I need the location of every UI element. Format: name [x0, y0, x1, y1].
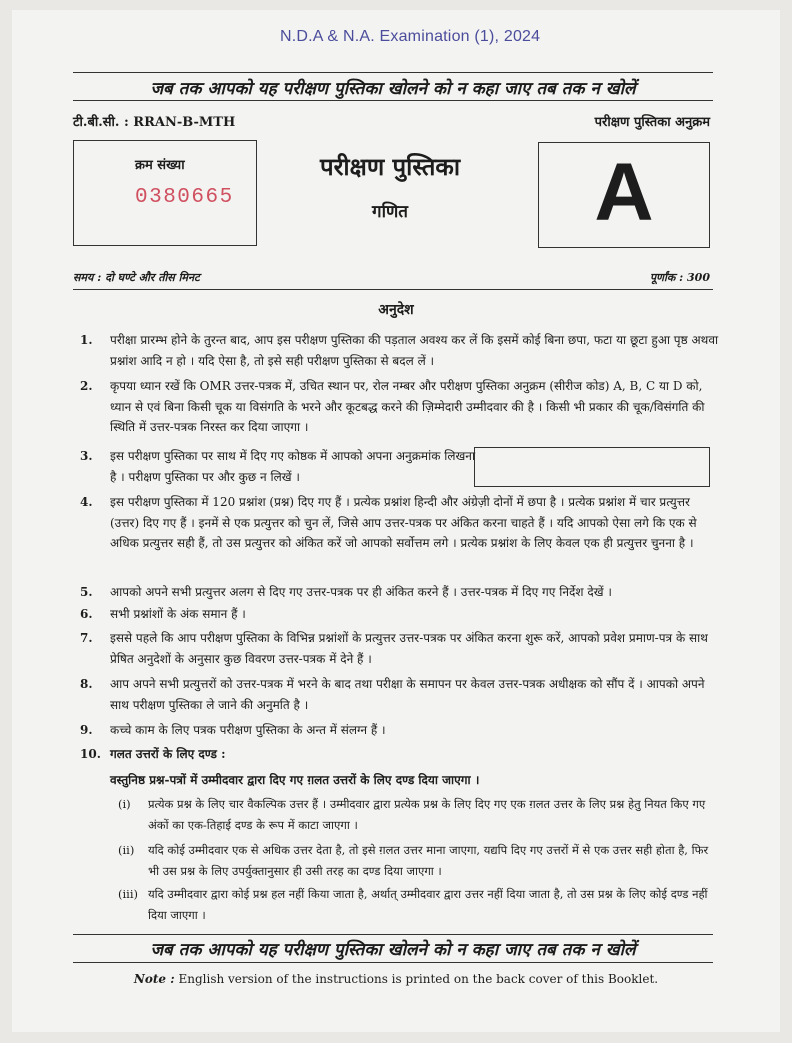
penalty-item [118, 840, 718, 882]
instruction-item [80, 744, 720, 765]
instruction-number: 1. [80, 333, 93, 347]
instruction-text: कच्चे काम के लिए पत्रक परीक्षण पुस्तिका के अन्त में संलग्न हैं । [110, 723, 386, 737]
instruction-number: 7. [80, 631, 93, 645]
series-label: परीक्षण पुस्तिका अनुक्रम [594, 115, 710, 130]
booklet-title: परीक्षण पुस्तिका [319, 152, 461, 181]
serial-label: क्रम संख्या [135, 158, 185, 173]
exam-stamp: N.D.A & N.A. Examination (1), 2024 [280, 28, 541, 45]
divider-rule [73, 289, 713, 290]
divider-rule [73, 72, 713, 73]
note-text: English version of the instructions is printed on the back cover of this Booklet. [178, 972, 659, 986]
exam-duration: समय : दो घण्टे और तीस मिनट [73, 271, 200, 284]
penalty-item [118, 794, 718, 836]
instruction-number: 3. [80, 449, 93, 463]
instruction-text: आप अपने सभी प्रत्युत्तरों को उत्तर-पत्रक में भरने के बाद तथा परीक्षा के समापन पर केवल उत्तर-पत्रक अधीक्षक को सौंप दें । आपको अपने साथ परीक्षण पुस्तिका ले जाने की अनुमति है । [110, 677, 705, 712]
roll-number-box[interactable] [474, 447, 710, 487]
instruction-text: कृपया ध्यान रखें कि OMR उत्तर-पत्रक में, उचित स्थान पर, रोल नम्बर और परीक्षण पुस्तिका अनुक्रम (सीरीज कोड) A, B, C या D को, ध्यान से एवं बिना किसी चूक या विसंगति के भरने और कूटबद्ध करने की ज़िम्मेदारी उम्मीदवार की है । किसी भी प्रकार की चूक/विसंगति की स्थिति में उत्तर-पत्रक निरस्त कर दिया जाएगा । [110, 379, 705, 434]
instruction-text: इस परीक्षण पुस्तिका पर साथ में दिए गए कोष्ठक में आपको अपना अनुक्रमांक लिखना है । परीक्षण पुस्तिका पर और कुछ न लिखें । [110, 449, 476, 484]
instruction-text: गलत उत्तरों के लिए दण्ड : [110, 747, 226, 761]
subject-title: गणित [372, 202, 408, 222]
english-note [0, 972, 792, 986]
divider-rule [73, 100, 713, 101]
instruction-number: 2. [80, 379, 93, 393]
instruction-text: इस परीक्षण पुस्तिका में 120 प्रश्नांश (प्रश्न) दिए गए हैं । प्रत्येक प्रश्नांश हिन्दी और अंग्रेज़ी दोनों में छपा है । प्रत्येक प्रश्नांश में चार प्रत्युत्तर (उत्तर) दिए गए हैं । इनमें से एक प्रत्युत्तर को चुन लें, जिसे आप उत्तर-पत्रक पर अंकित करना चाहते हैं । यदि आपको ऐसा लगे कि एक से अधिक प्रत्युत्तर सही हैं, तो उस प्रत्युत्तर को अंकित करें जो आपको सर्वोत्तम लगे । प्रत्येक प्रश्नांश के लिए केवल एक ही प्रत्युत्तर चुनना है । [110, 495, 697, 550]
tbc-code: टी.बी.सी. : RRAN-B-MTH [73, 115, 236, 130]
serial-number: 0380665 [135, 186, 234, 209]
instruction-number: 8. [80, 677, 93, 691]
max-marks: पूर्णांक : 300 [649, 271, 710, 284]
instruction-text: परीक्षा प्रारम्भ होने के तुरन्त बाद, आप इस परीक्षण पुस्तिका की पड़ताल अवश्य कर लें कि इसमें कोई बिना छपा, फटा या छूटा हुआ पृष्ठ अथवा प्रश्नांश आदि न हो । यदि ऐसा है, तो इसे सही परीक्षण पुस्तिका से बदल लें । [110, 333, 719, 368]
instruction-item [80, 674, 720, 715]
instruction-text: इससे पहले कि आप परीक्षण पुस्तिका के विभिन्न प्रश्नांशों के प्रत्युत्तर उत्तर-पत्रक पर अंकित करना शुरू करें, आपको प्रवेश प्रमाण-पत्र के साथ प्रेषित अनुदेशों के अनुसार कुछ विवरण उत्तर-पत्रक में देने हैं । [110, 631, 708, 666]
instruction-text: आपको अपने सभी प्रत्युत्तर अलग से दिए गए उत्तर-पत्रक पर ही अंकित करने हैं । उत्तर-पत्रक में दिए गए निर्देश देखें । [110, 585, 612, 599]
penalty-number: (iii) [118, 887, 139, 901]
penalty-text: यदि कोई उम्मीदवार एक से अधिक उत्तर देता है, तो इसे ग़लत उत्तर माना जाएगा, यद्यपि दिए गए उत्तरों में से एक उत्तर सही होता है, फिर भी उस प्रश्न के लिए उपर्युक्तानुसार ही उसी तरह का दण्ड दिया जाएगा । [148, 843, 709, 878]
penalty-text: यदि उम्मीदवार द्वारा कोई प्रश्न हल नहीं किया जाता है, अर्थात् उम्मीदवार द्वारा उत्तर नहीं दिया जाता है, तो उस प्रश्न के लिए कोई दण्ड नहीं दिया जाएगा । [148, 887, 708, 922]
penalty-number: (ii) [118, 843, 135, 857]
instruction-item [80, 582, 720, 603]
instruction-number: 5. [80, 585, 93, 599]
instruction-item [80, 604, 720, 625]
penalty-text: प्रत्येक प्रश्न के लिए चार वैकल्पिक उत्तर हैं । उम्मीदवार द्वारा प्रत्येक प्रश्न के लिए दिए गए एक ग़लत उत्तर के लिए प्रश्न हेतु नियत किए गए अंकों का एक-तिहाई दण्ड के रूप में काटा जाएगा । [148, 797, 706, 832]
penalty-number: (i) [118, 797, 131, 811]
instruction-number: 9. [80, 723, 93, 737]
instruction-item [80, 330, 720, 371]
instruction-item [80, 446, 480, 487]
warning-banner-top: जब तक आपको यह परीक्षण पुस्तिका खोलने को न कहा जाए तब तक न खोलें [150, 79, 636, 99]
penalty-intro: वस्तुनिष्ठ प्रश्न-पत्रों में उम्मीदवार द्वारा दिए गए ग़लत उत्तरों के लिए दण्ड दिया जाएगा । [110, 773, 480, 787]
note-label: Note : [133, 972, 175, 986]
instruction-number: 6. [80, 607, 93, 621]
instruction-number: 4. [80, 495, 93, 509]
instruction-item [80, 720, 720, 741]
instruction-text: सभी प्रश्नांशों के अंक समान हैं । [110, 607, 246, 621]
instruction-item [80, 376, 720, 438]
warning-banner-bottom: जब तक आपको यह परीक्षण पुस्तिका खोलने को न कहा जाए तब तक न खोलें [150, 940, 636, 960]
divider-rule [73, 962, 713, 963]
divider-rule [73, 934, 713, 935]
instruction-item [80, 492, 720, 554]
instruction-item [80, 628, 720, 669]
instruction-number: 10. [80, 747, 101, 761]
penalty-item [118, 884, 718, 926]
instructions-heading: अनुदेश [378, 302, 414, 318]
series-letter: A [594, 147, 654, 238]
